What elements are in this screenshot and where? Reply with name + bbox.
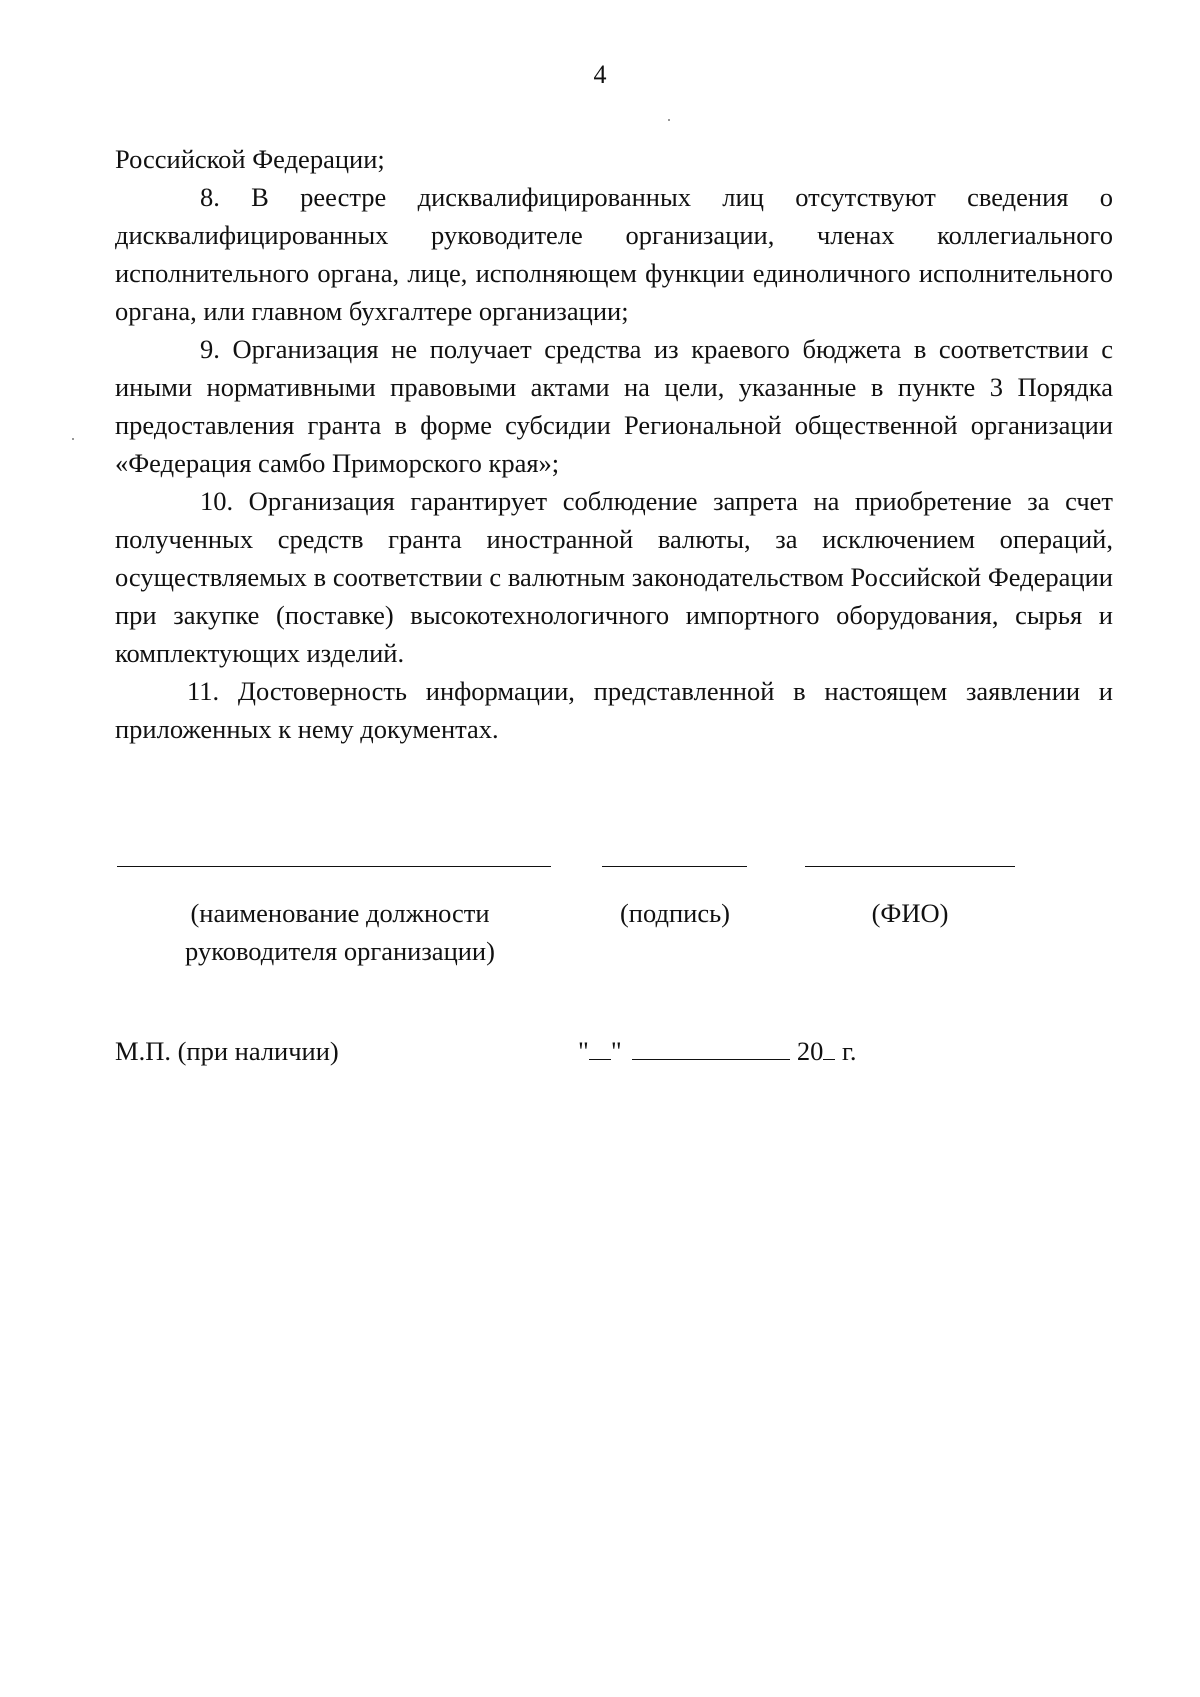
date-quote-close: " [610,1036,622,1066]
paragraph-item-9: 9. Организация не получает средства из краевого бюджета в соответствии с иными нормативными правовыми актами на цели, указанные в пункте 3 Порядка предоставления гранта в форме субсидии Региональной общественной организации «Федерация самбо Приморского края»; [115,334,1113,478]
year-suffix: г. [835,1036,857,1066]
position-signature-line [117,866,551,867]
date-field [578,1032,857,1070]
scan-speck [72,438,74,440]
name-caption: (ФИО) [871,898,949,928]
signature-caption: (подпись) [619,898,730,928]
year-prefix: 20 [796,1036,824,1066]
paragraph-item-8: 8. В реестре дисквалифицированных лиц отсутствуют сведения о дисквалифицированных руководителе организации, членах коллегиального исполнительного органа, лице, исполняющем функции единоличного исполнительного органа, или главном бухгалтере организации; [115,182,1113,326]
name-signature-line [805,866,1015,867]
position-caption-line-2: руководителя организации) [185,936,495,966]
stamp-label: М.П. (при наличии) [115,1036,339,1066]
month-blank [632,1033,790,1060]
signature-line [602,866,747,867]
date-quote-open: " [578,1036,589,1066]
document-body [115,140,1113,748]
scan-speck [668,119,670,121]
position-caption [150,894,530,970]
paragraph-item-11: 11. Достоверность информации, представленной в настоящем заявлении и приложенных к нему документах. [115,676,1113,744]
page-number: 4 [593,60,607,89]
position-caption-line-1: (наименование должности [190,898,490,928]
day-blank [589,1033,611,1060]
year-blank [823,1033,835,1060]
paragraph-continuation: Российской Федерации; [115,144,385,174]
paragraph-item-10: 10. Организация гарантирует соблюдение запрета на приобретение за счет полученных средств гранта иностранной валюты, за исключением операций, осуществляемых в соответствии с валютным законодательством Российской Федерации при закупке (поставке) высокотехнологичного импортного оборудования, сырья и комплектующих изделий. [115,486,1113,668]
